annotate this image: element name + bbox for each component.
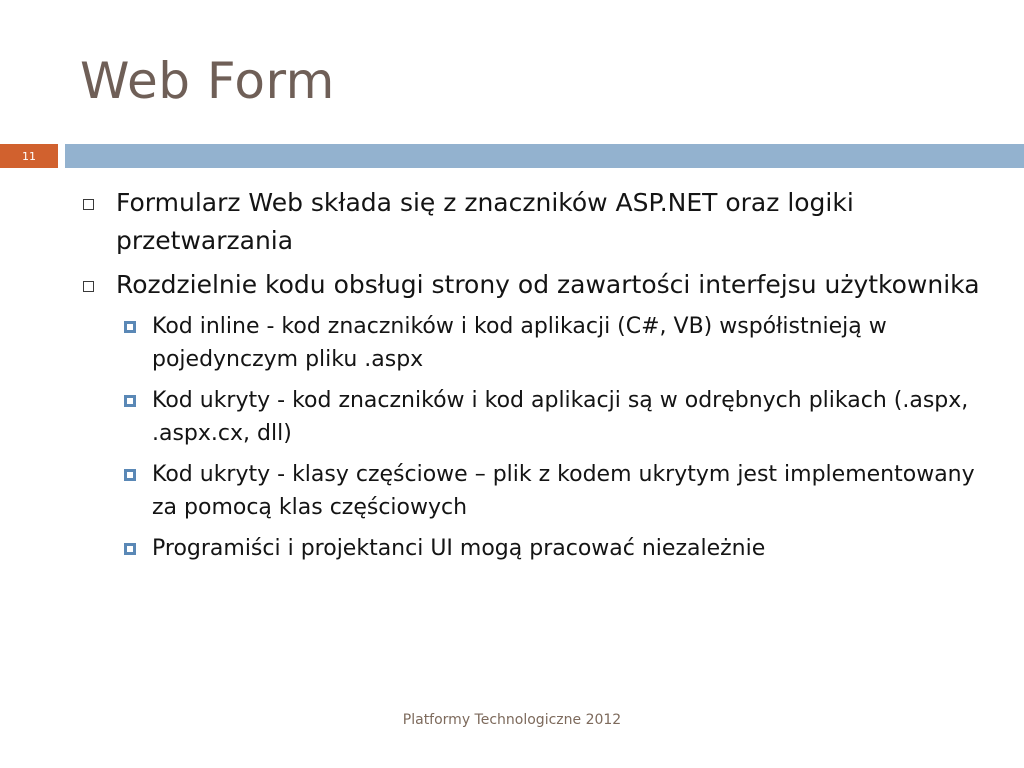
- slide-footer: Platformy Technologiczne 2012: [402, 712, 622, 728]
- hollow-square-bullet-icon: [83, 199, 94, 210]
- hollow-square-bullet-icon: [83, 281, 94, 292]
- sub-bullet-item: [80, 384, 980, 450]
- sub-bullet-item: [80, 532, 980, 565]
- square-bullet-icon: [124, 469, 136, 481]
- bullet-item: [80, 266, 980, 304]
- sub-bullet-item: [80, 310, 980, 376]
- bullet-item: [80, 184, 980, 260]
- square-bullet-icon: [124, 543, 136, 555]
- slide-title: Web Form: [80, 52, 335, 110]
- slide-content: [80, 184, 980, 573]
- slide-number-badge: [0, 144, 58, 168]
- square-bullet-icon: [124, 395, 136, 407]
- sub-bullet-item: [80, 458, 980, 524]
- sub-bullet-text: Kod ukryty - kod znaczników i kod aplikacji są w odrębnych plikach (.aspx, .aspx.cx, dll): [152, 388, 969, 446]
- header-accent-bar: [65, 144, 1024, 168]
- square-bullet-icon: [124, 321, 136, 333]
- sub-bullet-text: Kod inline - kod znaczników i kod aplikacji (C#, VB) współistnieją w pojedynczym pliku .aspx: [152, 314, 887, 372]
- sub-bullet-text: Kod ukryty - klasy częściowe – plik z kodem ukrytym jest implementowany za pomocą klas częściowych: [152, 462, 975, 520]
- bullet-text: Rozdzielnie kodu obsługi strony od zawartości interfejsu użytkownika: [116, 270, 980, 299]
- sub-bullet-text: Programiści i projektanci UI mogą pracować niezależnie: [152, 536, 766, 561]
- slide-number: 11: [22, 149, 36, 163]
- bullet-text: Formularz Web składa się z znaczników ASP.NET oraz logiki przetwarzania: [116, 188, 854, 255]
